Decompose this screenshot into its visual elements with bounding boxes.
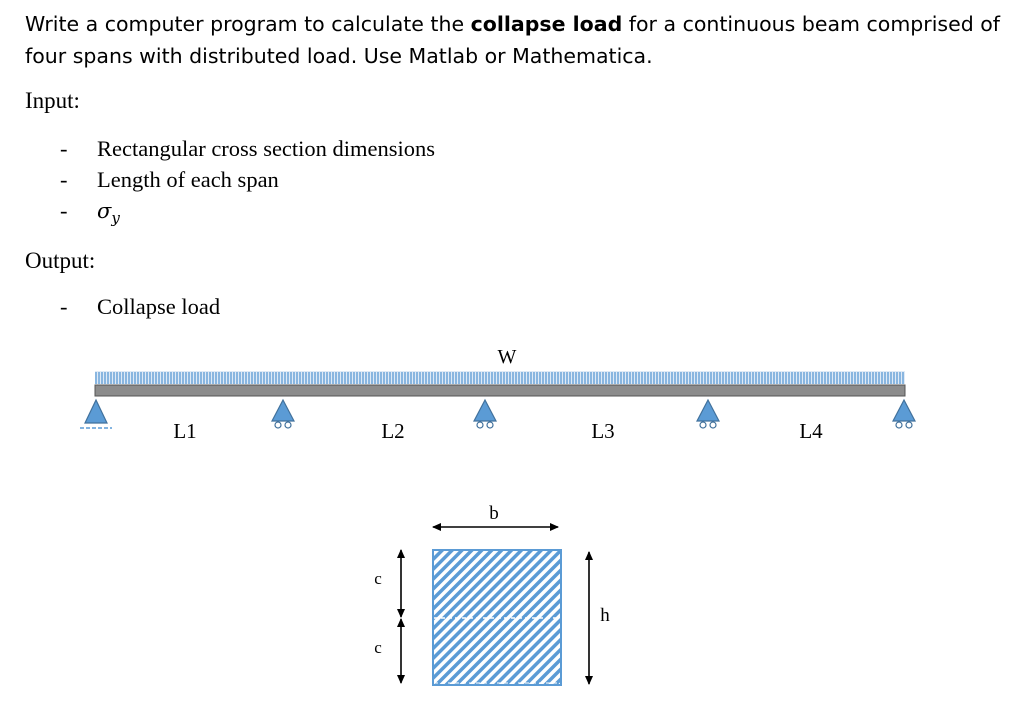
bottom-c-label: c: [374, 638, 382, 657]
pinned-support: [80, 400, 112, 428]
distributed-load: [95, 371, 905, 384]
top-c-label: c: [374, 569, 382, 588]
sigma-subscript: y: [111, 209, 120, 228]
input-item-label: Rectangular cross section dimensions: [97, 136, 436, 161]
roller-support: [893, 400, 915, 428]
input-heading: Input:: [25, 88, 80, 113]
height-label: h: [600, 605, 610, 626]
bullet-dash: -: [60, 294, 68, 319]
statement-text-before: Write a computer program to calculate the: [25, 12, 471, 36]
output-item-label: Collapse load: [97, 294, 221, 319]
statement-bold-term: collapse load: [470, 12, 623, 36]
span-label-2: L2: [381, 419, 405, 443]
load-label: W: [497, 346, 517, 368]
span-label-4: L4: [799, 419, 823, 443]
bullet-dash: -: [60, 167, 68, 192]
span-label-3: L3: [591, 419, 615, 443]
beam: [95, 385, 905, 396]
width-label: b: [489, 503, 499, 524]
bullet-dash: -: [60, 136, 68, 161]
sigma-letter: σ: [97, 199, 112, 223]
roller-support: [474, 400, 496, 428]
roller-support: [272, 400, 294, 428]
cross-section-diagram: [374, 503, 610, 685]
beam-diagram: [80, 346, 915, 443]
bullet-dash: -: [60, 198, 68, 223]
output-heading: Output:: [25, 248, 96, 273]
roller-support: [697, 400, 719, 428]
input-item-label: Length of each span: [97, 167, 279, 192]
span-label-1: L1: [173, 419, 197, 443]
statement-text-after: for a continuous beam comprised of four spans with distributed load. Use Matlab or Mathematica.: [25, 12, 1001, 68]
